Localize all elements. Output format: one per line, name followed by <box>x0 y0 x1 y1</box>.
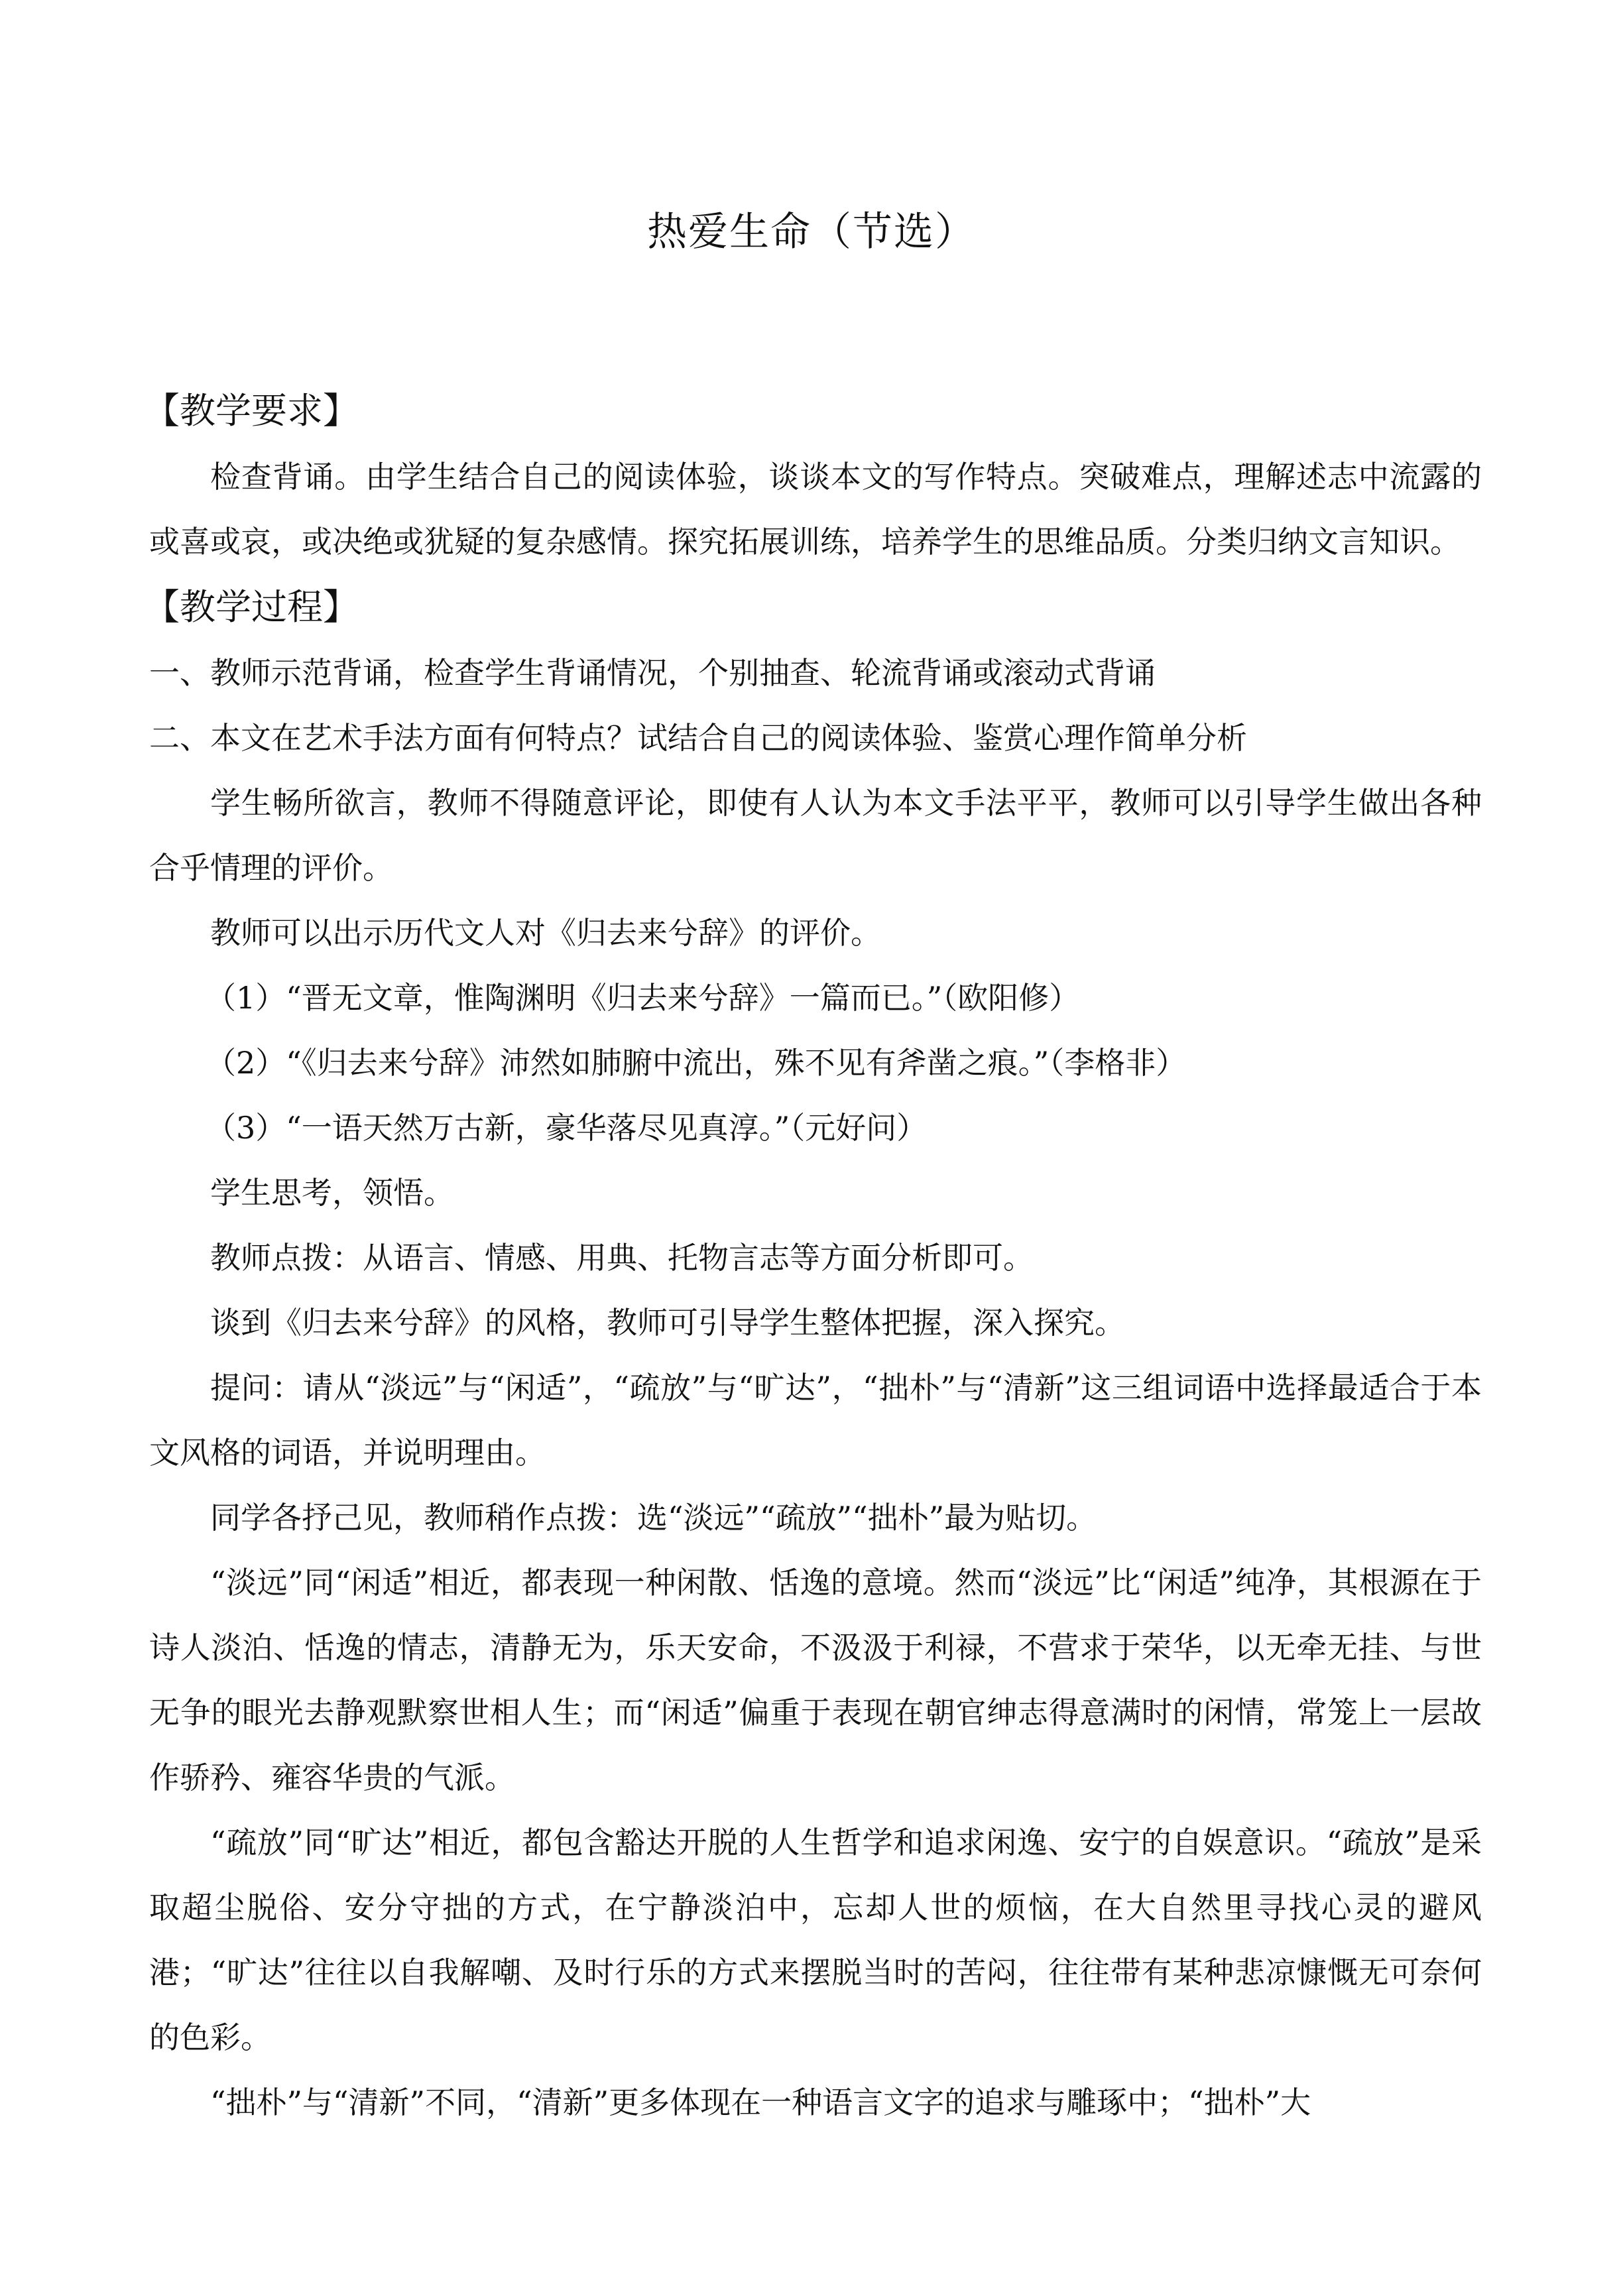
process-step-2: 二、本文在艺术手法方面有何特点？试结合自己的阅读体验、鉴赏心理作简单分析 <box>149 720 1247 756</box>
body-paragraph: 同学各抒己见，教师稍作点拨：选“淡远”“疏放”“拙朴”最为贴切。 <box>210 1500 1097 1536</box>
quote-item-3: （3）“一语天然万古新，豪华落尽见真淳。”（元好问） <box>206 1110 928 1146</box>
document-title: 热爱生命（节选） <box>647 209 976 255</box>
requirements-paragraph: 检查背诵。由学生结合自己的阅读体验，谈谈本文的写作特点。突破难点，理解述志中流露的或喜或哀，或决绝或犹疑的复杂感情。探究拓展训练，培养学生的思维品质。分类归纳文言知识。 <box>149 459 1482 560</box>
document-body <box>144 378 1482 2135</box>
process-step-1: 一、教师示范背诵，检查学生背诵情况，个别抽查、轮流背诵或滚动式背诵 <box>149 655 1156 691</box>
body-paragraph: 提问：请从“淡远”与“闲适”，“疏放”与“旷达”，“拙朴”与“清新”这三组词语中选择最适合于本文风格的词语，并说明理由。 <box>149 1370 1482 1471</box>
body-paragraph: 学生思考，领悟。 <box>210 1175 454 1211</box>
body-paragraph: “拙朴”与“清新”不同，“清新”更多体现在一种语言文字的追求与雕琢中；“拙朴”大 <box>210 2085 1311 2120</box>
body-paragraph: “淡远”同“闲适”相近，都表现一种闲散、恬逸的意境。然而“淡远”比“闲适”纯净，其根源在于诗人淡泊、恬逸的情志，清静无为，乐天安命，不汲汲于利禄，不营求于荣华，以无牵无挂、与世无争的眼光去静观默察世相人生；而“闲适”偏重于表现在朝官绅志得意满时的闲情，常笼上一层故作骄矜、雍容华贵的气派。 <box>149 1565 1482 1795</box>
body-paragraph: 教师可以出示历代文人对《归去来兮辞》的评价。 <box>210 915 881 951</box>
body-paragraph: 学生畅所欲言，教师不得随意评论，即使有人认为本文手法平平，教师可以引导学生做出各种合乎情理的评价。 <box>149 785 1482 886</box>
body-paragraph: “疏放”同“旷达”相近，都包含豁达开脱的人生哲学和追求闲逸、安宁的自娱意识。“疏放”是采取超尘脱俗、安分守拙的方式，在宁静淡泊中，忘却人世的烦恼，在大自然里寻找心灵的避风港；“旷达”往往以自我解嘲、及时行乐的方式来摆脱当时的苦闷，往往带有某种悲凉慷慨无可奈何的色彩。 <box>149 1825 1482 2055</box>
section-heading-requirements: 【教学要求】 <box>144 390 359 432</box>
quote-item-2: （2）“《归去来兮辞》沛然如肺腑中流出，殊不见有斧凿之痕。”（李格非） <box>206 1045 1187 1081</box>
body-paragraph: 谈到《归去来兮辞》的风格，教师可引导学生整体把握，深入探究。 <box>210 1305 1125 1341</box>
body-paragraph: 教师点拨：从语言、情感、用典、托物言志等方面分析即可。 <box>210 1240 1034 1276</box>
quote-item-1: （1）“晋无文章，惟陶渊明《归去来兮辞》一篇而已。”（欧阳修） <box>206 980 1080 1016</box>
section-heading-process: 【教学过程】 <box>144 586 359 628</box>
